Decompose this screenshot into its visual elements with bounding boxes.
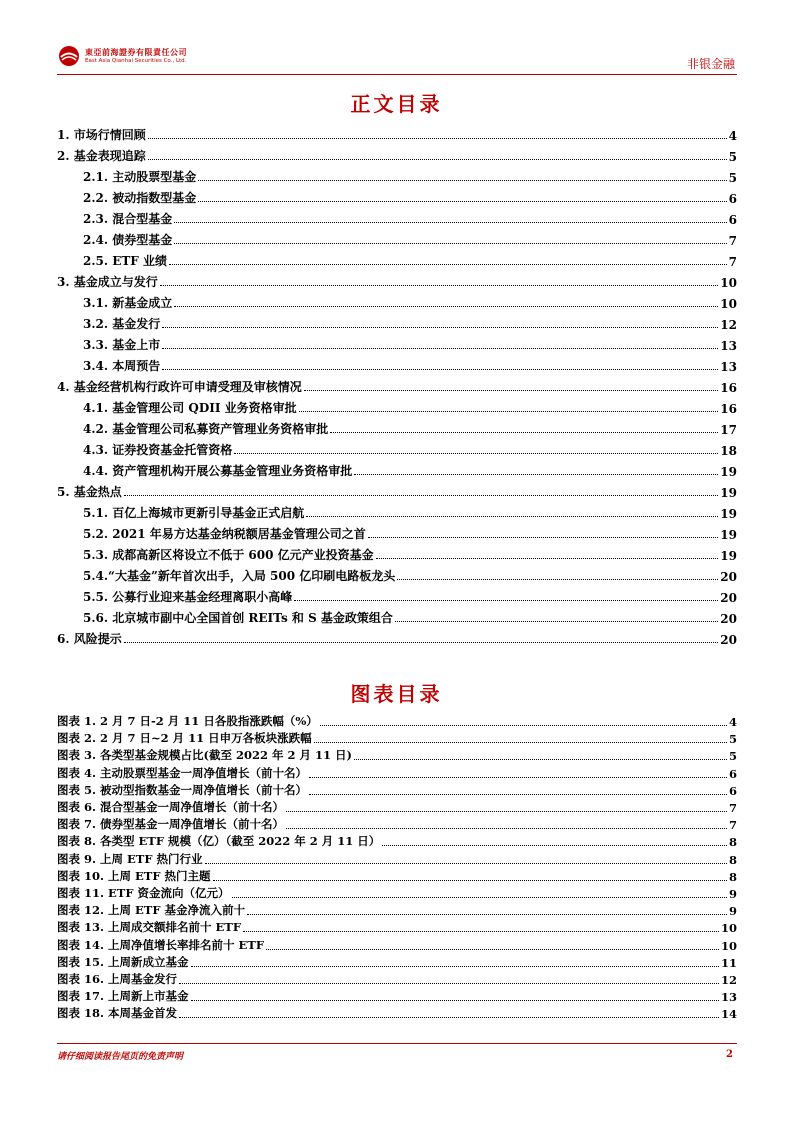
dot-leader (368, 537, 718, 538)
dot-leader (309, 777, 727, 778)
toc-entry-page: 12 (720, 318, 737, 332)
dot-leader (191, 966, 719, 967)
dot-leader (266, 949, 719, 950)
figure-entry-page: 13 (720, 990, 737, 1005)
page-header (57, 42, 737, 75)
dot-leader (169, 264, 727, 265)
figure-entry[interactable] (57, 918, 737, 935)
dot-leader (174, 306, 718, 307)
dot-leader (314, 742, 727, 743)
dot-leader (205, 863, 727, 864)
company-logo-icon (57, 44, 81, 68)
toc-entry-page: 6 (728, 213, 737, 227)
toc-entry-page: 17 (720, 423, 737, 437)
dot-leader (148, 138, 727, 139)
toc-entry-label: 2.1. 主动股票型基金 (83, 170, 197, 184)
figure-entry-label: 图表 15. 上周新成立基金 (57, 954, 189, 969)
dot-leader (294, 600, 718, 601)
toc-entry[interactable] (57, 605, 737, 626)
toc-entry-label: 4.4. 资产管理机构开展公募基金管理业务资格审批 (83, 464, 353, 478)
toc-entry-page: 13 (720, 360, 737, 374)
toc-entry[interactable] (57, 374, 737, 395)
figure-entry-label: 图表 14. 上周净值增长率排名前十 ETF (57, 937, 265, 952)
figure-entry-label: 图表 17. 上周新上市基金 (57, 989, 189, 1004)
figure-entry-label: 图表 10. 上周 ETF 热门主题 (57, 868, 211, 883)
toc-entry[interactable] (57, 437, 737, 458)
figure-entry[interactable] (57, 712, 737, 729)
figure-entry[interactable] (57, 729, 737, 746)
figure-entry-page: 8 (728, 852, 737, 867)
toc-entry-label: 5.5. 公募行业迎来基金经理离职小高峰 (83, 590, 293, 604)
figure-entry-page: 14 (720, 1007, 737, 1022)
figure-entry-page: 7 (728, 818, 737, 833)
dot-leader (382, 845, 727, 846)
dot-leader (304, 390, 719, 391)
toc-entry-label: 4. 基金经营机构行政许可申请受理及审核情况 (57, 380, 302, 394)
toc-entry-page: 5 (728, 171, 737, 185)
figure-entry-page: 9 (728, 887, 737, 901)
toc-title: 正文目录 (350, 92, 443, 116)
figure-entry-label: 图表 11. ETF 资金流向（亿元） (57, 886, 230, 900)
figure-entry[interactable] (57, 850, 737, 867)
toc-entry[interactable] (57, 311, 737, 332)
disclaimer-text: 请仔细阅读报告尾页的免责声明 (57, 1052, 184, 1062)
figure-entry-label: 图表 2. 2 月 7 日~2 月 11 日申万各板块涨跌幅 (57, 731, 312, 746)
toc-entry[interactable] (57, 227, 737, 248)
dot-leader (162, 327, 718, 328)
toc-entry-page: 13 (720, 339, 737, 353)
toc-entry-page: 20 (720, 633, 737, 647)
figure-entry-page: 8 (728, 835, 737, 850)
dot-leader (198, 180, 726, 181)
toc-entry-page: 16 (720, 381, 737, 395)
toc-entry-page: 19 (720, 507, 737, 521)
figure-entry-label: 图表 3. 各类型基金规模占比(截至 2022 年 2 月 11 日) (57, 748, 352, 763)
company-name-en: East Asia Qianhai Securities Co., Ltd. (85, 58, 187, 64)
figures-title: 图表目录 (350, 682, 443, 706)
toc-entry-label: 2. 基金表现追踪 (57, 149, 146, 163)
toc-entry-page: 10 (720, 276, 737, 290)
dot-leader (213, 880, 727, 881)
figure-entry-page: 9 (728, 904, 737, 919)
toc-entry-label: 3.2. 基金发行 (83, 317, 161, 331)
toc-entry-label: 4.1. 基金管理公司 QDII 业务资格审批 (83, 401, 297, 415)
dot-leader (160, 285, 719, 286)
toc-entry-label: 4.3. 证券投资基金托管资格 (83, 443, 233, 457)
toc-entry[interactable] (57, 563, 737, 584)
toc-entry-page: 4 (728, 129, 737, 143)
toc-entry[interactable] (57, 164, 737, 185)
figure-entry-label: 图表 8. 各类型 ETF 规模（亿）（截至 2022 年 2 月 11 日） (57, 834, 381, 849)
toc-entry-page: 16 (720, 402, 737, 416)
toc-entry-label: 2.3. 混合型基金 (83, 212, 173, 226)
dot-leader (124, 495, 719, 496)
figure-entry-page: 11 (720, 955, 737, 970)
toc-entry-label: 3. 基金成立与发行 (57, 275, 158, 289)
toc-entry-label: 6. 风险提示 (57, 632, 122, 646)
toc-entry-page: 7 (728, 234, 737, 248)
toc-entry[interactable] (57, 185, 737, 206)
figure-entry[interactable] (57, 901, 737, 918)
toc-entry[interactable] (57, 332, 737, 353)
toc-entry-label: 3.1. 新基金成立 (83, 296, 173, 310)
toc-entry-page: 18 (720, 444, 737, 458)
figure-entry[interactable] (57, 781, 737, 798)
dot-leader (397, 579, 718, 580)
figure-entry-page: 5 (728, 749, 737, 764)
figure-entry[interactable] (57, 815, 737, 832)
toc-entry[interactable] (57, 584, 737, 605)
toc-entry[interactable] (57, 626, 737, 647)
dot-leader (179, 983, 719, 984)
figure-entry-label: 图表 6. 混合型基金一周净值增长（前十名） (57, 800, 285, 814)
figure-entry-page: 10 (720, 938, 737, 953)
dot-leader (395, 621, 718, 622)
toc-entry-page: 19 (720, 528, 737, 542)
figure-entry[interactable] (57, 798, 737, 815)
figure-entry-page: 7 (728, 801, 737, 815)
page-footer (57, 1043, 737, 1066)
toc-entry-page: 19 (720, 549, 737, 563)
dot-leader (124, 642, 719, 643)
dot-leader (320, 725, 727, 726)
dot-leader (179, 1017, 719, 1018)
dot-leader (309, 794, 727, 795)
figure-entry-label: 图表 4. 主动股票型基金一周净值增长（前十名） (57, 765, 308, 780)
toc-entry-label: 5.1. 百亿上海城市更新引导基金正式启航 (83, 506, 305, 520)
figure-entry[interactable] (57, 936, 737, 953)
page-number: 2 (726, 1049, 733, 1060)
toc-entry[interactable] (57, 458, 737, 479)
toc-entry-page: 5 (728, 150, 737, 164)
dot-leader (286, 811, 727, 812)
toc-entry-label: 5.3. 成都高新区将设立不低于 600 亿元产业投资基金 (83, 548, 374, 562)
dot-leader (354, 759, 727, 760)
toc-entry[interactable] (57, 353, 737, 374)
toc-entry-label: 5.2. 2021 年易方达基金纳税额居基金管理公司之首 (83, 527, 366, 541)
figure-entry[interactable] (57, 832, 737, 849)
toc-entry[interactable] (57, 479, 737, 500)
section-tag: 非银金融 (686, 57, 735, 71)
toc-entry[interactable] (57, 542, 737, 563)
figure-entry-page: 8 (728, 869, 737, 884)
dot-leader (306, 516, 718, 517)
figure-entry[interactable] (57, 970, 737, 987)
figure-entry-label: 图表 12. 上周 ETF 基金净流入前十 (57, 903, 246, 918)
figure-entry-page: 6 (728, 766, 737, 781)
figure-entry-page: 12 (720, 973, 737, 987)
toc-entry-page: 7 (728, 255, 737, 269)
toc-entry[interactable] (57, 290, 737, 311)
toc-entry-label: 5.4.“大基金”新年首次出手，入局 500 亿印刷电路板龙头 (83, 569, 396, 583)
figure-entry[interactable] (57, 884, 737, 901)
figure-entry-page: 10 (720, 921, 737, 936)
figure-entry[interactable] (57, 1004, 737, 1021)
dot-leader (162, 348, 718, 349)
toc-entry-label: 2.2. 被动指数型基金 (83, 191, 197, 205)
toc-entry-page: 6 (728, 192, 737, 206)
dot-leader (376, 558, 719, 559)
figure-entry[interactable] (57, 987, 737, 1004)
toc-entry[interactable] (57, 206, 737, 227)
toc-entry-label: 3.3. 基金上市 (83, 338, 161, 352)
company-name-cn: 東亞前海證券有限責任公司 (85, 48, 187, 57)
dot-leader (191, 1000, 719, 1001)
toc-entry[interactable] (57, 248, 737, 269)
toc-entry-label: 2.4. 债券型基金 (83, 233, 173, 247)
toc-entry[interactable] (57, 416, 737, 437)
toc-entry-label: 1. 市场行情回顾 (57, 128, 146, 142)
dot-leader (354, 474, 718, 475)
toc-entry[interactable] (57, 521, 737, 542)
toc-entry-label: 5. 基金热点 (57, 485, 122, 499)
dot-leader (286, 828, 727, 829)
toc-entry-page: 20 (720, 612, 737, 626)
figure-entry-label: 图表 16. 上周基金发行 (57, 972, 178, 986)
toc-entry[interactable] (57, 500, 737, 521)
toc-entry-label: 5.6. 北京城市副中心全国首创 REITs 和 S 基金政策组合 (83, 611, 393, 625)
figure-entry-label: 图表 18. 本周基金首发 (57, 1006, 178, 1021)
figure-entry-label: 图表 7. 债券型基金一周净值增长（前十名） (57, 817, 285, 832)
dot-leader (330, 432, 718, 433)
toc-entry[interactable] (57, 143, 737, 164)
figure-entry[interactable] (57, 953, 737, 970)
dot-leader (174, 222, 726, 223)
toc-entry-page: 20 (720, 591, 737, 605)
dot-leader (198, 201, 726, 202)
toc-entry-label: 4.2. 基金管理公司私募资产管理业务资格审批 (83, 422, 329, 436)
dot-leader (299, 411, 719, 412)
toc-entry[interactable] (57, 395, 737, 416)
toc-entry-page: 19 (720, 486, 737, 500)
toc-entry-label: 2.5. ETF 业绩 (83, 254, 168, 268)
dot-leader (162, 369, 718, 370)
figure-entry-page: 5 (728, 732, 737, 747)
figure-entry-page: 6 (728, 783, 737, 798)
dot-leader (148, 159, 727, 160)
figure-entry[interactable] (57, 746, 737, 763)
dot-leader (247, 914, 727, 915)
toc-entry-page: 19 (720, 465, 737, 479)
dot-leader (232, 897, 727, 898)
toc-entry-page: 20 (720, 570, 737, 584)
toc-entry[interactable] (57, 122, 737, 143)
figure-entry-label: 图表 1. 2 月 7 日-2 月 11 日各股指涨跌幅（%） (57, 714, 318, 728)
dot-leader (174, 243, 726, 244)
figure-entry-label: 图表 13. 上周成交额排名前十 ETF (57, 920, 242, 935)
dot-leader (234, 453, 718, 454)
figure-entry[interactable] (57, 764, 737, 781)
figure-entry-label: 图表 5. 被动型指数基金一周净值增长（前十名） (57, 782, 308, 797)
figure-entry-page: 4 (728, 715, 737, 729)
toc-entry[interactable] (57, 269, 737, 290)
figure-entry[interactable] (57, 867, 737, 884)
toc-entry-label: 3.4. 本周预告 (83, 359, 161, 373)
toc-entry-page: 10 (720, 297, 737, 311)
figure-entry-label: 图表 9. 上周 ETF 热门行业 (57, 851, 203, 866)
dot-leader (243, 931, 719, 932)
